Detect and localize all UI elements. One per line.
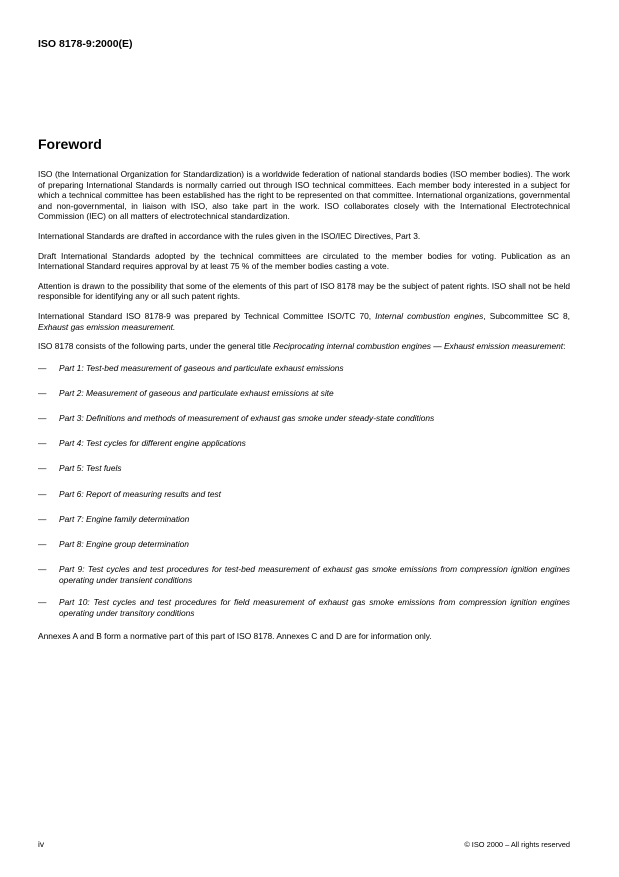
dash-bullet: — <box>38 463 47 474</box>
part-title: Part 10: Test cycles and test procedures for field measurement of exhaust gas smoke emissions from compression ignition engines operating under transitory conditions <box>59 597 570 618</box>
general-title: Reciprocating internal combustion engines — Exhaust emission measurement <box>273 341 564 352</box>
parts-list <box>38 363 570 619</box>
parts-intro-colon: : <box>563 341 566 352</box>
list-item-part-8 <box>38 539 570 550</box>
subcommittee-text: , Subcommittee SC 8, <box>483 310 570 321</box>
paragraph-patent-rights: Attention is drawn to the possibility that some of the elements of this part of ISO 8178 may be the subject of patent rights. ISO shall not be held responsible for identifying any or all such patent rights. <box>38 280 570 302</box>
part-title: Part 6: Report of measuring results and test <box>59 488 221 499</box>
foreword-heading: Foreword <box>38 136 102 152</box>
part-title: Part 4: Test cycles for different engine applications <box>59 438 246 449</box>
part-title: Part 5: Test fuels <box>59 463 122 474</box>
paragraph-draft-voting: Draft International Standards adopted by the technical committees are circulated to the member bodies for voting. Publication as an International Standard requires approval by at least 75 % of the member bodies casting a vote. <box>38 250 570 272</box>
dash-bullet: — <box>38 564 47 575</box>
subcommittee-name: Exhaust gas emission measurement. <box>38 321 176 332</box>
part-title: Part 3: Definitions and methods of measurement of exhaust gas smoke under steady-state conditions <box>59 413 435 424</box>
part-title: Part 8: Engine group determination <box>59 539 189 550</box>
paragraph-drafting-rules: International Standards are drafted in accordance with the rules given in the ISO/IEC Directives, Part 3. <box>38 230 421 241</box>
dash-bullet: — <box>38 438 47 449</box>
dash-bullet: — <box>38 413 47 424</box>
list-item-part-7 <box>38 514 570 525</box>
list-item-part-2 <box>38 388 570 399</box>
part-title: Part 9: Test cycles and test procedures for test-bed measurement of exhaust gas smoke emissions from compression ignition engines operating under transient conditions <box>59 564 570 585</box>
copyright-notice: © ISO 2000 – All rights reserved <box>464 840 570 849</box>
list-item-part-4 <box>38 438 570 449</box>
dash-bullet: — <box>38 362 47 373</box>
part-title: Part 1: Test-bed measurement of gaseous and particulate exhaust emissions <box>59 362 344 373</box>
list-item-part-6 <box>38 489 570 500</box>
paragraph-annexes: Annexes A and B form a normative part of this part of ISO 8178. Annexes C and D are for information only. <box>38 630 432 641</box>
dash-bullet: — <box>38 488 47 499</box>
page-number: iv <box>38 839 45 849</box>
document-code-header: ISO 8178-9:2000(E) <box>38 38 133 50</box>
list-item-part-10 <box>38 597 570 618</box>
part-title: Part 7: Engine family determination <box>59 513 190 524</box>
list-item-part-9 <box>38 564 570 585</box>
dash-bullet: — <box>38 539 47 550</box>
list-item-part-1 <box>38 363 570 374</box>
dash-bullet: — <box>38 387 47 398</box>
paragraph-iso-description: ISO (the International Organization for Standardization) is a worldwide federation of national standards bodies (ISO member bodies). The work of preparing International Standards is normally carried out through ISO technical committees. Each member body interested in a subject for which a technical committee has been established has the right to be represented on that committee. International organizations, governmental and non-governmental, in liaison with ISO, also take part in the work. ISO collaborates closely with the International Electrotechnical Commission (IEC) on all matters of electrotechnical standardization. <box>38 169 570 222</box>
paragraph-parts-intro <box>38 341 570 352</box>
prepared-by-text: International Standard ISO 8178-9 was prepared by Technical Committee ISO/TC 70, <box>38 310 376 321</box>
committee-name: Internal combustion engines <box>375 310 484 321</box>
list-item-part-3 <box>38 413 570 424</box>
list-item-part-5 <box>38 463 570 474</box>
dash-bullet: — <box>38 513 47 524</box>
parts-intro-text: ISO 8178 consists of the following parts, under the general title <box>38 341 274 352</box>
part-title: Part 2: Measurement of gaseous and particulate exhaust emissions at site <box>59 387 334 398</box>
dash-bullet: — <box>38 597 47 608</box>
paragraph-prepared-by <box>38 311 570 332</box>
foreword-body <box>38 169 570 650</box>
